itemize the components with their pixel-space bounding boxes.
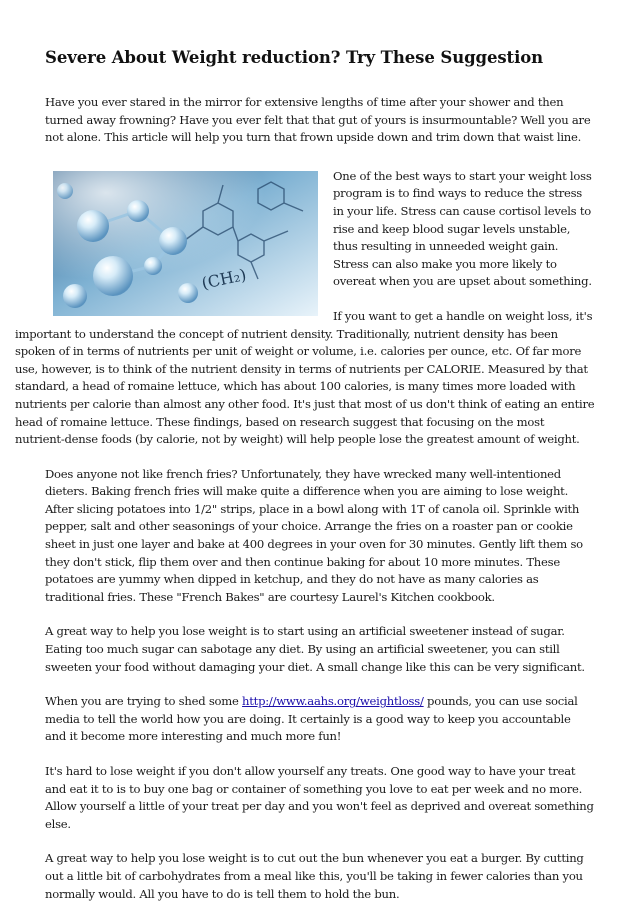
stress-paragraph: One of the best ways to start your weight loss program is to find ways to reduce the stress in your life. Stress can cause cortisol levels to rise and keep blood sugar levels unstable, thus resulting in unneeded weight gain. Stress can also make you more likely to overeat when you are upset about something.	[333, 168, 592, 289]
page-title: Severe About Weight reduction? Try These Suggestion	[45, 48, 544, 67]
article	[15, 48, 595, 920]
nutrient-density-paragraph: If you want to get a handle on weight loss, it's important to understand the concept of nutrient density. Traditionally, nutrient density has been spoken of in terms of nutrients per unit of weight or volume, i.e. calories per ounce, etc. Of far more use, however, is to think of the nutrient density in terms of nutrients per CALORIE. Measured by that standard, a head of romaine lettuce, which has about 100 calories, is many times more loaded with nutrients per calorie than almost any other food. It's just that most of us don't think of eating an entire head of romaine lettuce. These findings, based on research suggest that focusing on the most nutrient-dense foods (by calorie, not by weight) will help people lose the greatest amount of weight.	[15, 308, 595, 447]
figure-and-text	[15, 168, 595, 449]
sweetener-paragraph: A great way to help you lose weight is to start using an artificial sweetener instead of sugar. Eating too much sugar can sabotage any diet. By using an artificial sweetener, you can still sweeten your food without damaging your diet. A small change like this can be very significant.	[45, 624, 585, 674]
weightloss-link[interactable]: http://www.aahs.org/weightloss/	[242, 694, 424, 709]
formula-label: (CH₂)	[199, 264, 248, 293]
french-fries-paragraph: Does anyone not like french fries? Unfortunately, they have wrecked many well-intentioned dieters. Baking french fries will make quite a difference when you are aiming to lose weight. After slicing potatoes into 1/2" strips, place in a bowl along with 1T of canola oil. Sprinkle with pepper, salt and other seasonings of your choice. Arrange the fries on a roaster pan or cookie sheet in just one layer and bake at 400 degrees in your oven for 30 minutes. Gently lift them so they don't stick, flip them over and then continue baking for about 10 more minutes. These potatoes are yummy when dipped in ketchup, and they do not have as many calories as traditional fries. These "French Bakes" are courtesy Laurel's Kitchen cookbook.	[45, 466, 583, 604]
intro-paragraph: Have you ever stared in the mirror for extensive lengths of time after your shower and then turned away frowning? Have you ever felt that that gut of yours is insurmountable? Well you are not alone. This article will help you turn that frown upside down and trim down that waist line.	[45, 95, 591, 145]
social-text-before: When you are trying to shed some	[45, 694, 243, 709]
treats-paragraph: It's hard to lose weight if you don't allow yourself any treats. One good way to have your treat and eat it to is to buy one bag or container of something you love to eat per week and no more. Allow yourself a little of your treat per day and you won't feel as deprived and overeat something else.	[45, 764, 594, 831]
molecule-image	[53, 171, 318, 316]
social-text-after: pounds, you can use social media to tell the world how you are doing. It certainly is a good way to keep you accountable and it become more interesting and much more fun!	[45, 694, 578, 744]
social-media-paragraph	[45, 693, 595, 746]
burger-bun-paragraph: A great way to help you lose weight is to cut out the bun whenever you eat a burger. By cutting out a little bit of carbohydrates from a meal like this, you'll be taking in fewer calories than you normally would. All you have to do is tell them to hold the bun.	[45, 851, 584, 901]
